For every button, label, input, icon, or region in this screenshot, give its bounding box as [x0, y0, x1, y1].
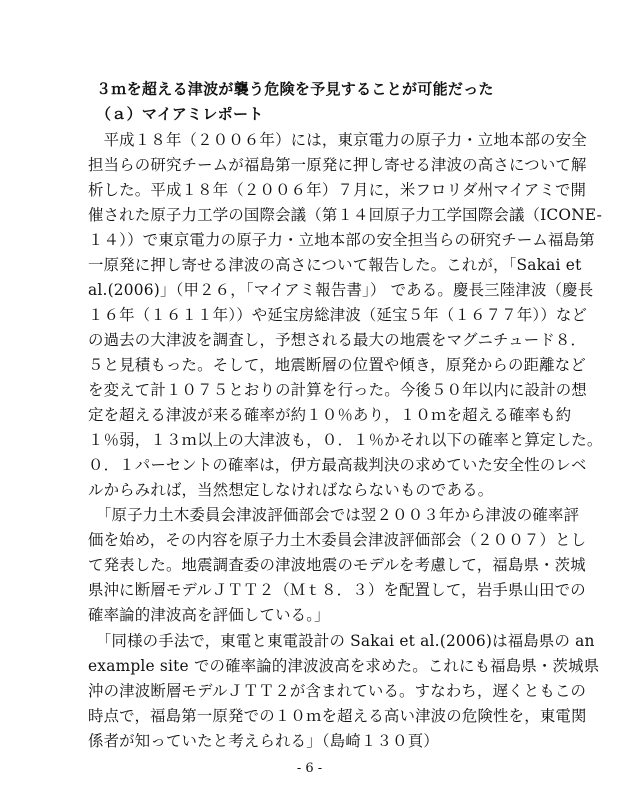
- paragraph-1-line: 催された原子力工学の国際会議（第１４回原子力工学国際会議（ICONE-: [88, 206, 602, 224]
- paragraph-1-line: 平成１８年（２００６年）には，東京電力の原子力・立地本部の安全: [88, 131, 587, 149]
- paragraph-3-line: 沖の津波断層モデルＪＴＴ２が含まれている。すなわち，遅くともこの: [88, 682, 587, 700]
- paragraph-1-line: 一原発に押し寄せる津波の高さについて報告した。これが，「Sakai et: [88, 256, 582, 274]
- paragraph-2-line: 県沖に断層モデルＪＴＴ２（Ｍｔ８．３）を配置して，岩手県山田での: [88, 581, 586, 599]
- paragraph-1-line: を変えて計１０７５とおりの計算を行った。今後５０年以内に設計の想: [88, 381, 587, 399]
- paragraph-1-line: 担当らの研究チームが福島第一原発に押し寄せる津波の高さについて解: [88, 156, 587, 174]
- paragraph-1-line: の過去の大津波を調査し，予想される最大の地震をマグニチュード８．: [88, 331, 587, 349]
- paragraph-1-line: 定を超える津波が来る確率が約１０％あり，１０ｍを超える確率も約: [88, 406, 572, 424]
- paragraph-3-line: 係者が知っていたと考えられる」（島崎１３０頁）: [88, 732, 439, 750]
- paragraph-1-line: １％弱，１３ｍ以上の大津波も，０．１％かそれ以下の確率と算定した。: [88, 431, 603, 449]
- paragraph-1-line: ０．１パーセントの確率は，伊方最高裁判決の求めていた安全性のレベ: [88, 456, 587, 474]
- section-heading: ３ｍを超える津波が襲う危険を予見することが可能だった: [96, 80, 494, 98]
- paragraph-3-line: 「同様の手法で，東電と東電設計の Sakai et al.(2006)は福島県の an: [88, 632, 595, 650]
- paragraph-3-line: 時点で，福島第一原発での１０ｍを超える高い津波の危険性を，東電関: [88, 707, 587, 725]
- paragraph-1-line: ５と見積もった。そして，地震断層の位置や傾き，原発からの距離など: [88, 356, 586, 374]
- paragraph-3-line: example site での確率論的津波波高を求めた。これにも福島県・茨城県: [88, 657, 600, 675]
- paragraph-1-line: ルからみれば，当然想定しなければならないものである。: [88, 481, 494, 499]
- paragraph-2-line: 「原子力土木委員会津波評価部会では翌２００３年から津波の確率評: [88, 506, 580, 524]
- page-number: - 6 -: [296, 761, 323, 776]
- paragraph-1-line: １４））で東京電力の原子力・立地本部の安全担当らの研究チーム福島第: [88, 231, 595, 249]
- paragraph-2-line: て発表した。地震調査委の津波地震のモデルを考慮して，福島県・茨城: [88, 556, 586, 574]
- paragraph-1-line: al.(2006)」（甲２６，「マイアミ報告書」） である。慶長三陸津波（慶長: [88, 281, 594, 299]
- subsection-heading: （ａ）マイアミレポート: [96, 105, 264, 123]
- paragraph-1-line: １６年（１６１１年））や延宝房総津波（延宝５年（１６７７年））など: [88, 306, 588, 324]
- paragraph-2-line: 価を始め，その内容を原子力土木委員会津波評価部会（２００７）とし: [88, 531, 587, 549]
- paragraph-1-line: 析した。平成１８年（２００６年）７月に，米フロリダ州マイアミで開: [88, 181, 587, 199]
- paragraph-2-line: 確率論的津波高を評価している。」: [88, 606, 330, 624]
